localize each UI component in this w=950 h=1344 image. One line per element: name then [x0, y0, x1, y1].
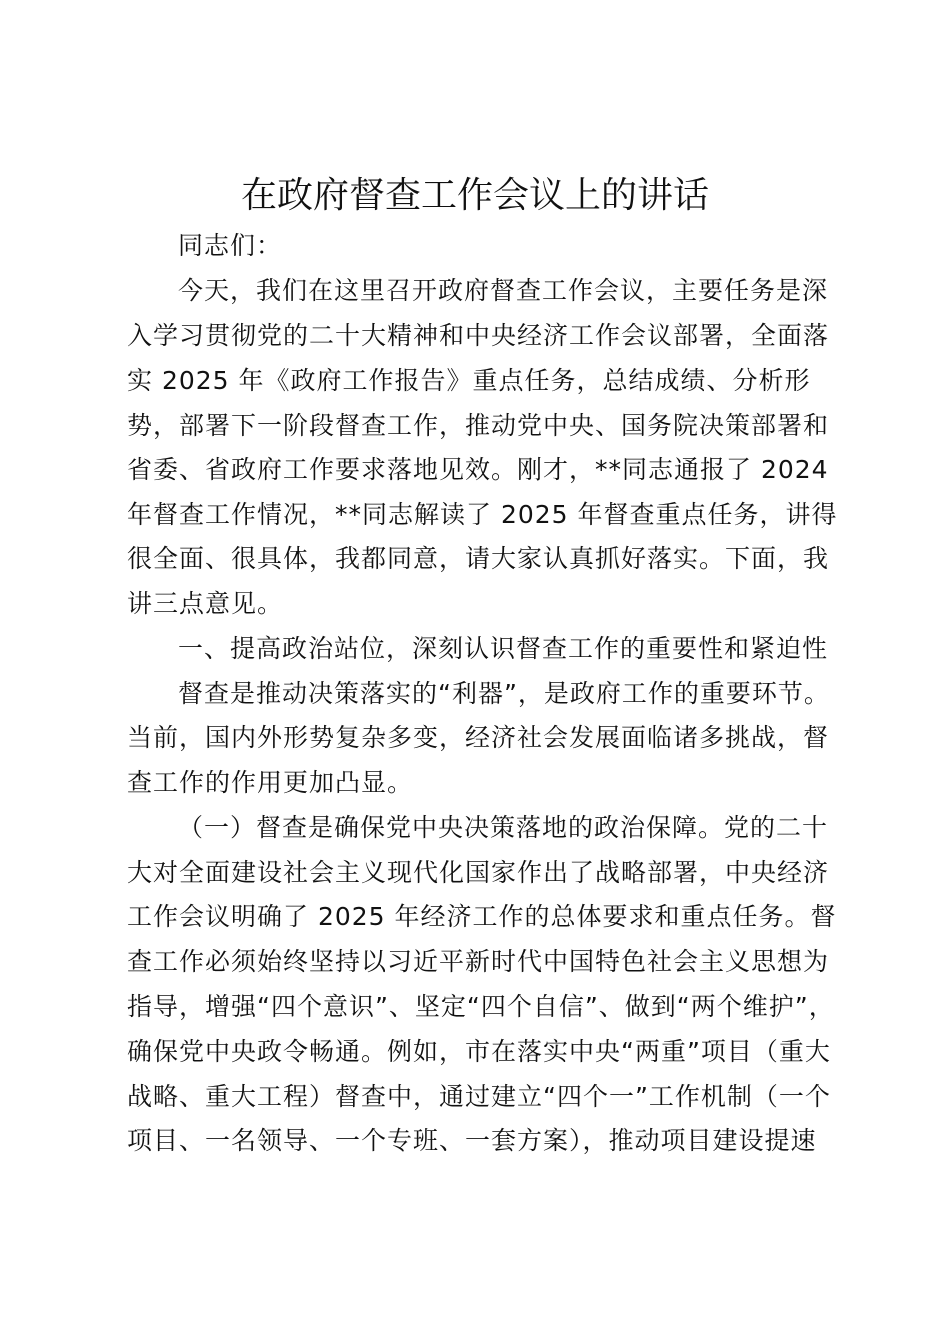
body-line: 查工作的作用更加凸显。 — [127, 768, 414, 797]
body-line: 入学习贯彻党的二十大精神和中央经济工作会议部署，全面落 — [127, 321, 830, 350]
body-line: 查工作必须始终坚持以习近平新时代中国特色社会主义思想为 — [127, 947, 830, 976]
body-line: 年督查工作情况，**同志解读了 2025 年督查重点任务，讲得 — [127, 500, 838, 529]
subsection-line: （一）督查是确保党中央决策落地的政治保障。党的二十 — [178, 813, 829, 842]
salutation: 同志们： — [178, 231, 283, 260]
body-line: 大对全面建设社会主义现代化国家作出了战略部署，中央经济 — [127, 858, 830, 887]
section-heading: 一、提高政治站位，深刻认识督查工作的重要性和紧迫性 — [178, 634, 829, 663]
body-line: 督查是推动决策落实的“利器”，是政府工作的重要环节。 — [178, 679, 830, 708]
body-line: 省委、省政府工作要求落地见效。刚才，**同志通报了 2024 — [127, 455, 829, 484]
body-line: 指导，增强“四个意识”、坚定“四个自信”、做到“两个维护”， — [127, 992, 835, 1021]
body-line: 势，部署下一阶段督查工作，推动党中央、国务院决策部署和 — [127, 411, 830, 440]
body-line: 讲三点意见。 — [127, 589, 284, 618]
body-line: 战略、重大工程）督查中，通过建立“四个一”工作机制（一个 — [127, 1082, 831, 1111]
body-line: 项目、一名领导、一个专班、一套方案），推动项目建设提速 — [127, 1126, 817, 1155]
body-line: 今天，我们在这里召开政府督查工作会议，主要任务是深 — [178, 276, 829, 305]
body-line: 很全面、很具体，我都同意，请大家认真抓好落实。下面，我 — [127, 544, 830, 573]
body-line: 确保党中央政令畅通。例如，市在落实中央“两重”项目（重大 — [127, 1037, 831, 1066]
document-title: 在政府督查工作会议上的讲话 — [240, 175, 709, 216]
body-line: 工作会议明确了 2025 年经济工作的总体要求和重点任务。督 — [127, 902, 837, 931]
body-line: 当前，国内外形势复杂多变，经济社会发展面临诸多挑战，督 — [127, 723, 830, 752]
body-line: 实 2025 年《政府工作报告》重点任务，总结成绩、分析形 — [127, 366, 811, 395]
